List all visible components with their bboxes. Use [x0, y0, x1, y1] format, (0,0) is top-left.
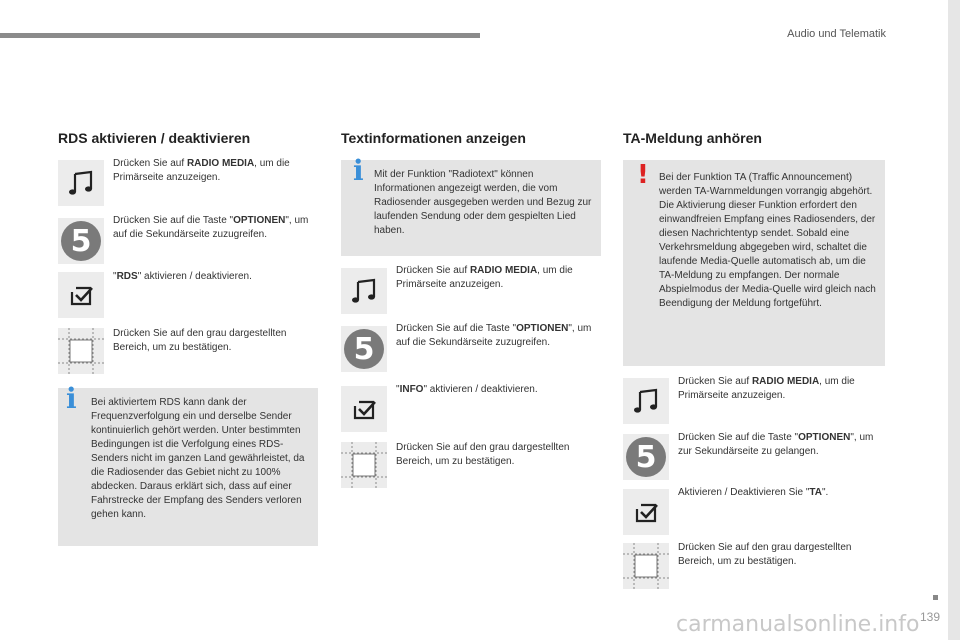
step-text: Drücken Sie auf den grau dargestellten Bereich, um zu bestätigen.: [396, 442, 570, 467]
step-text: Drücken Sie auf die Taste "OPTIONEN", um zur Sekundärseite zu gelangen.: [678, 432, 874, 457]
step-text: Drücken Sie auf die Taste "OPTIONEN", um auf die Sekundärseite zuzugreifen.: [113, 215, 309, 240]
step-text: "INFO" aktivieren / deaktivieren.: [396, 384, 538, 395]
info-icon: i: [66, 382, 77, 415]
number-5-icon: 5: [58, 218, 104, 264]
info-panel-rds: [58, 382, 318, 546]
section-title-ta: TA-Meldung anhören: [623, 130, 762, 146]
step-text: Drücken Sie auf die Taste "OPTIONEN", um auf die Sekundärseite zuzugreifen.: [396, 323, 592, 348]
info-panel-text: [341, 154, 601, 256]
music-note-icon: [623, 378, 669, 424]
top-bar: [0, 33, 480, 38]
info-icon: i: [353, 154, 364, 187]
music-note-icon: [341, 268, 387, 314]
checkbox-icon: [341, 386, 387, 432]
step-text: Drücken Sie auf den grau dargestellten Bereich, um zu bestätigen.: [678, 542, 852, 567]
page-marker: [933, 595, 938, 600]
section-title-rds: RDS aktivieren / deaktivieren: [58, 130, 251, 146]
step-text: Drücken Sie auf RADIO MEDIA, um die Primärseite anzuzeigen.: [678, 376, 855, 401]
step-text: Aktivieren / Deaktivieren Sie "TA".: [678, 487, 829, 498]
page-edge: [948, 0, 960, 640]
warning-icon: !: [637, 160, 649, 190]
number-5-icon: 5: [623, 434, 669, 480]
watermark: carmanualsonline.info: [676, 612, 920, 637]
section-title-text: Textinformationen anzeigen: [341, 130, 526, 146]
page-number: 139: [919, 610, 940, 624]
info-text: Bei aktiviertem RDS kann dank der Frequenzverfolgung ein und derselbe Sender kontinuierlich gehört werden. Unter bestimmten Bedingungen ist die Verfolgung eines RDS-Senders nicht im ganzen Land gewährleistet, da die Radiosender das Gebiet nicht zu 100% abdecken. Daraus erklärt sich, dass auf einer Fahrstrecke der Empfang des Senders verloren gehen kann.: [91, 397, 305, 520]
step-text: Drücken Sie auf den grau dargestellten Bereich, um zu bestätigen.: [113, 328, 287, 353]
number-5-icon: 5: [341, 326, 387, 372]
confirm-area-icon: [58, 328, 104, 374]
warning-text: Bei der Funktion TA (Traffic Announcement) werden TA-Warnmeldungen vorrangig abgehört. Die Aktivierung dieser Funktion erfordert den einwandfreien Empfang eines Radiosenders, der diesen Nachrichtentyp sendet. Sobald eine Verkehrsmeldung abgegeben wird, schaltet die laufende Media-Quelle automatisch ab, um die TA-Meldung zu empfangen. Der normale Abspielmodus der Media-Quelle wird gleich nach Beendigung der Meldung fortgeführt.: [659, 172, 876, 309]
info-text: Mit der Funktion "Radiotext" können Informationen angezeigt werden, die vom Radiosender ausgegeben werden und Bezug zur laufenden Sendung oder dem gespielten Lied haben.: [374, 169, 592, 236]
step-text: Drücken Sie auf RADIO MEDIA, um die Primärseite anzuzeigen.: [113, 158, 290, 183]
confirm-area-icon: [623, 543, 669, 589]
step-text: "RDS" aktivieren / deaktivieren.: [113, 271, 252, 282]
music-note-icon: [58, 160, 104, 206]
step-text: Drücken Sie auf RADIO MEDIA, um die Primärseite anzuzeigen.: [396, 265, 573, 290]
checkbox-icon: [623, 489, 669, 535]
warning-panel-ta: [623, 160, 885, 366]
header-title: Audio und Telematik: [787, 28, 886, 40]
checkbox-icon: [58, 272, 104, 318]
confirm-area-icon: [341, 442, 387, 488]
